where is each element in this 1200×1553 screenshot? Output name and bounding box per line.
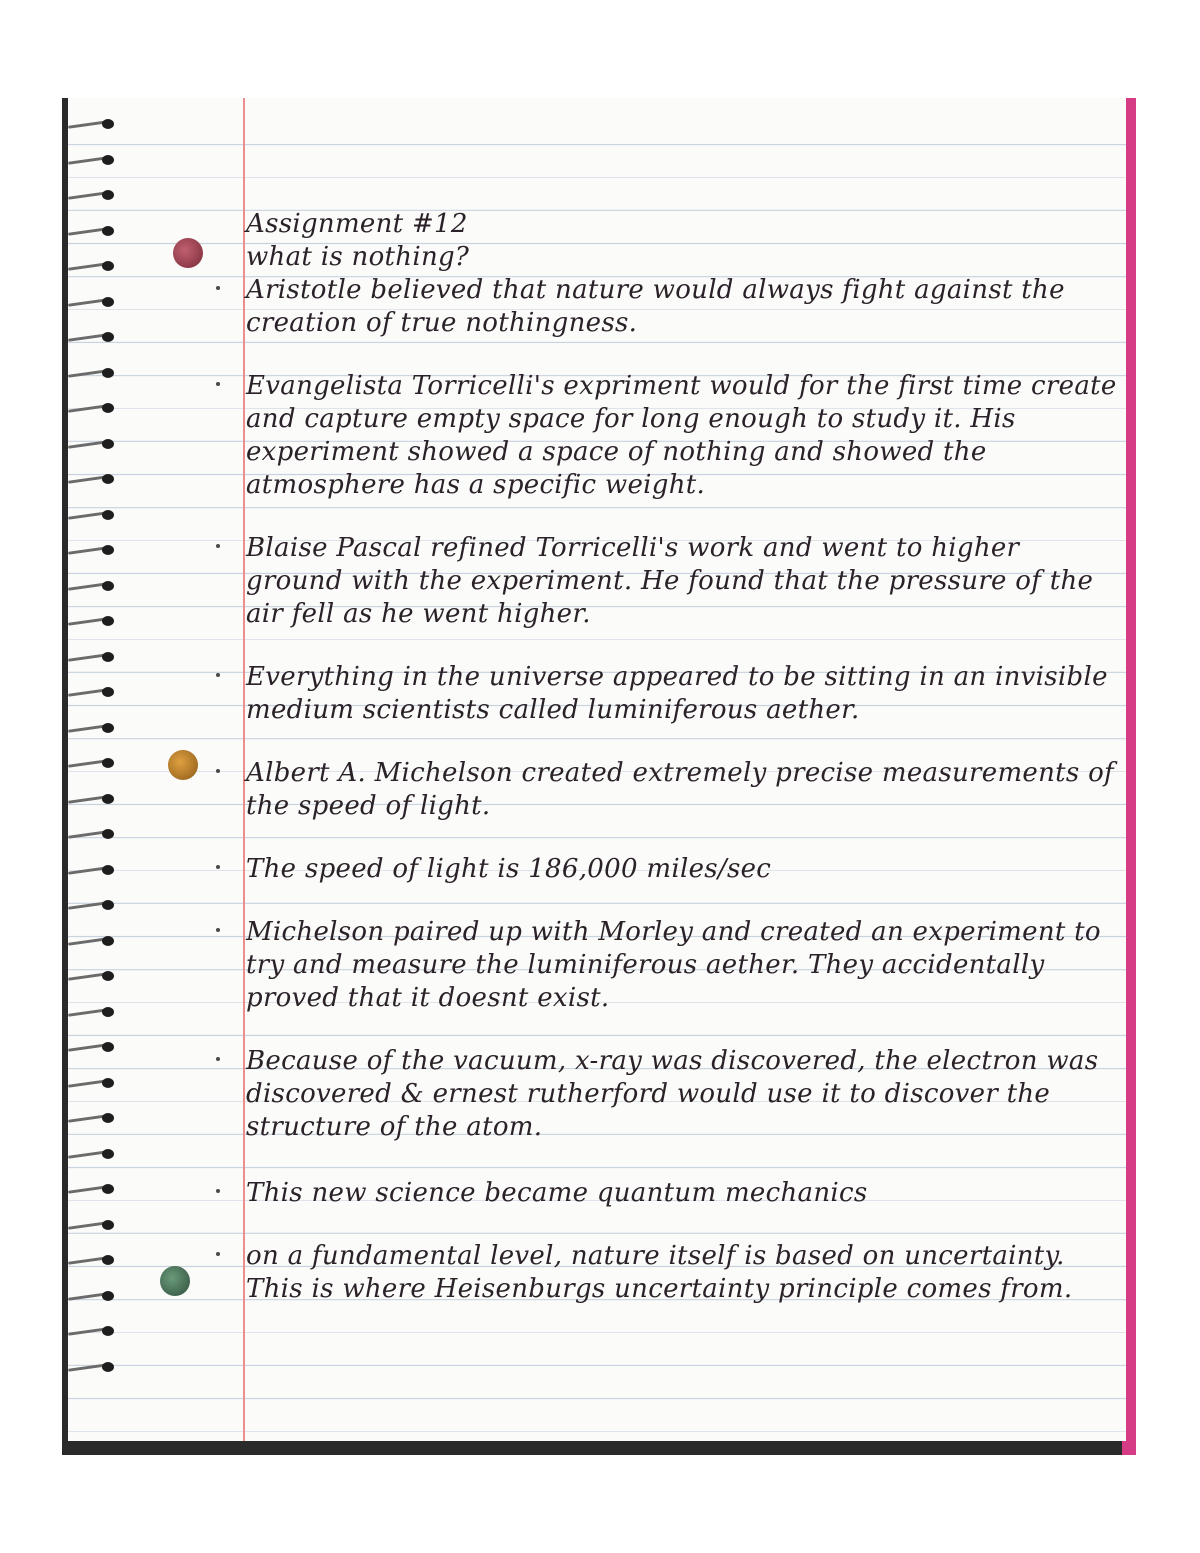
coil-hole — [102, 1078, 114, 1088]
note-item — [238, 916, 1118, 1015]
coil-hole — [102, 1220, 114, 1230]
question-heading: what is nothing? — [246, 242, 470, 272]
spiral-binding — [68, 118, 128, 1418]
spiral-coil — [68, 580, 120, 592]
note-text: Because of the vacuum, x-ray was discovered, the electron was discovered & ernest rutherford would use it to discover the structure of the atom. — [246, 1046, 1099, 1142]
spiral-coil — [68, 1254, 120, 1266]
spiral-coil — [68, 686, 120, 698]
coil-hole — [102, 297, 114, 307]
coil-hole — [102, 1326, 114, 1336]
notes-list — [238, 274, 1118, 1306]
note-item — [238, 661, 1118, 727]
coil-hole — [102, 439, 114, 449]
coil-hole — [102, 723, 114, 733]
spiral-coil — [68, 722, 120, 734]
note-text: Blaise Pascal refined Torricelli's work and went to higher ground with the experiment. He found that the pressure of the air fell as he went higher. — [246, 533, 1094, 629]
coil-hole — [102, 900, 114, 910]
coil-hole — [102, 936, 114, 946]
coil-hole — [102, 403, 114, 413]
notebook-page — [68, 98, 1126, 1441]
spiral-coil — [68, 402, 120, 414]
note-text: Michelson paired up with Morley and created an experiment to try and measure the luminiferous aether. They accidentally proved that it doesnt exist. — [246, 917, 1101, 1013]
notebook-scan — [62, 98, 1136, 1455]
note-item — [238, 853, 1118, 886]
note-text: on a fundamental level, nature itself is based on uncertainty. This is where Heisenburgs uncertainty principle comes from. — [246, 1241, 1073, 1304]
spiral-coil — [68, 899, 120, 911]
spiral-coil — [68, 544, 120, 556]
note-item — [238, 1045, 1118, 1144]
bullet-icon — [216, 1252, 220, 1256]
spiral-coil — [68, 651, 120, 663]
spiral-coil — [68, 473, 120, 485]
coil-hole — [102, 119, 114, 129]
coil-hole — [102, 1291, 114, 1301]
coil-hole — [102, 474, 114, 484]
spiral-coil — [68, 1006, 120, 1018]
note-text: The speed of light is 186,000 miles/sec — [246, 854, 772, 884]
punch-hole-top — [173, 238, 203, 268]
coil-hole — [102, 829, 114, 839]
note-text: Albert A. Michelson created extremely precise measurements of the speed of light. — [246, 758, 1114, 821]
spiral-coil — [68, 1041, 120, 1053]
spiral-coil — [68, 1112, 120, 1124]
note-item — [238, 370, 1118, 502]
coil-hole — [102, 1042, 114, 1052]
spiral-coil — [68, 367, 120, 379]
coil-hole — [102, 1255, 114, 1265]
note-text: Everything in the universe appeared to be sitting in an invisible medium scientists called luminiferous aether. — [246, 662, 1108, 725]
spiral-coil — [68, 189, 120, 201]
coil-hole — [102, 545, 114, 555]
spiral-coil — [68, 615, 120, 627]
coil-hole — [102, 971, 114, 981]
coil-hole — [102, 1362, 114, 1372]
note-item — [238, 532, 1118, 631]
spiral-coil — [68, 1148, 120, 1160]
coil-hole — [102, 758, 114, 768]
note-item — [238, 757, 1118, 823]
bullet-icon — [216, 1057, 220, 1061]
punch-hole-middle — [168, 750, 198, 780]
spiral-coil — [68, 828, 120, 840]
spiral-coil — [68, 331, 120, 343]
bullet-icon — [216, 673, 220, 677]
spiral-coil — [68, 1219, 120, 1231]
spiral-coil — [68, 1183, 120, 1195]
bullet-icon — [216, 865, 220, 869]
note-text: Evangelista Torricelli's expriment would for the first time create and capture empty space for long enough to study it. His experiment showed a space of nothing and showed the atmosphere has a specific weight. — [246, 371, 1117, 500]
coil-hole — [102, 1007, 114, 1017]
bullet-icon — [216, 769, 220, 773]
spiral-coil — [68, 438, 120, 450]
spiral-coil — [68, 296, 120, 308]
spiral-coil — [68, 793, 120, 805]
coil-hole — [102, 332, 114, 342]
handwritten-notes — [238, 208, 1118, 1306]
spiral-coil — [68, 118, 120, 130]
spiral-coil — [68, 1290, 120, 1302]
coil-hole — [102, 261, 114, 271]
coil-hole — [102, 794, 114, 804]
punch-hole-bottom — [160, 1266, 190, 1296]
spiral-coil — [68, 154, 120, 166]
spiral-coil — [68, 225, 120, 237]
coil-hole — [102, 652, 114, 662]
coil-hole — [102, 510, 114, 520]
spiral-coil — [68, 864, 120, 876]
spiral-coil — [68, 970, 120, 982]
coil-hole — [102, 368, 114, 378]
bullet-icon — [216, 928, 220, 932]
spiral-coil — [68, 1077, 120, 1089]
bullet-icon — [216, 286, 220, 290]
coil-hole — [102, 1184, 114, 1194]
coil-hole — [102, 865, 114, 875]
note-item — [238, 274, 1118, 340]
note-text: Aristotle believed that nature would always fight against the creation of true nothingness. — [246, 275, 1065, 338]
spiral-coil — [68, 260, 120, 272]
note-text: This new science became quantum mechanics — [246, 1178, 868, 1208]
spiral-coil — [68, 1325, 120, 1337]
coil-hole — [102, 581, 114, 591]
coil-hole — [102, 155, 114, 165]
bullet-icon — [216, 1189, 220, 1193]
coil-hole — [102, 226, 114, 236]
bullet-icon — [216, 544, 220, 548]
coil-hole — [102, 190, 114, 200]
spiral-coil — [68, 509, 120, 521]
note-item — [238, 1240, 1118, 1306]
coil-hole — [102, 1149, 114, 1159]
assignment-title: Assignment #12 — [246, 209, 468, 239]
spiral-coil — [68, 757, 120, 769]
coil-hole — [102, 687, 114, 697]
spiral-coil — [68, 935, 120, 947]
bullet-icon — [216, 382, 220, 386]
spiral-coil — [68, 1361, 120, 1373]
note-item — [238, 1177, 1118, 1210]
coil-hole — [102, 1113, 114, 1123]
coil-hole — [102, 616, 114, 626]
